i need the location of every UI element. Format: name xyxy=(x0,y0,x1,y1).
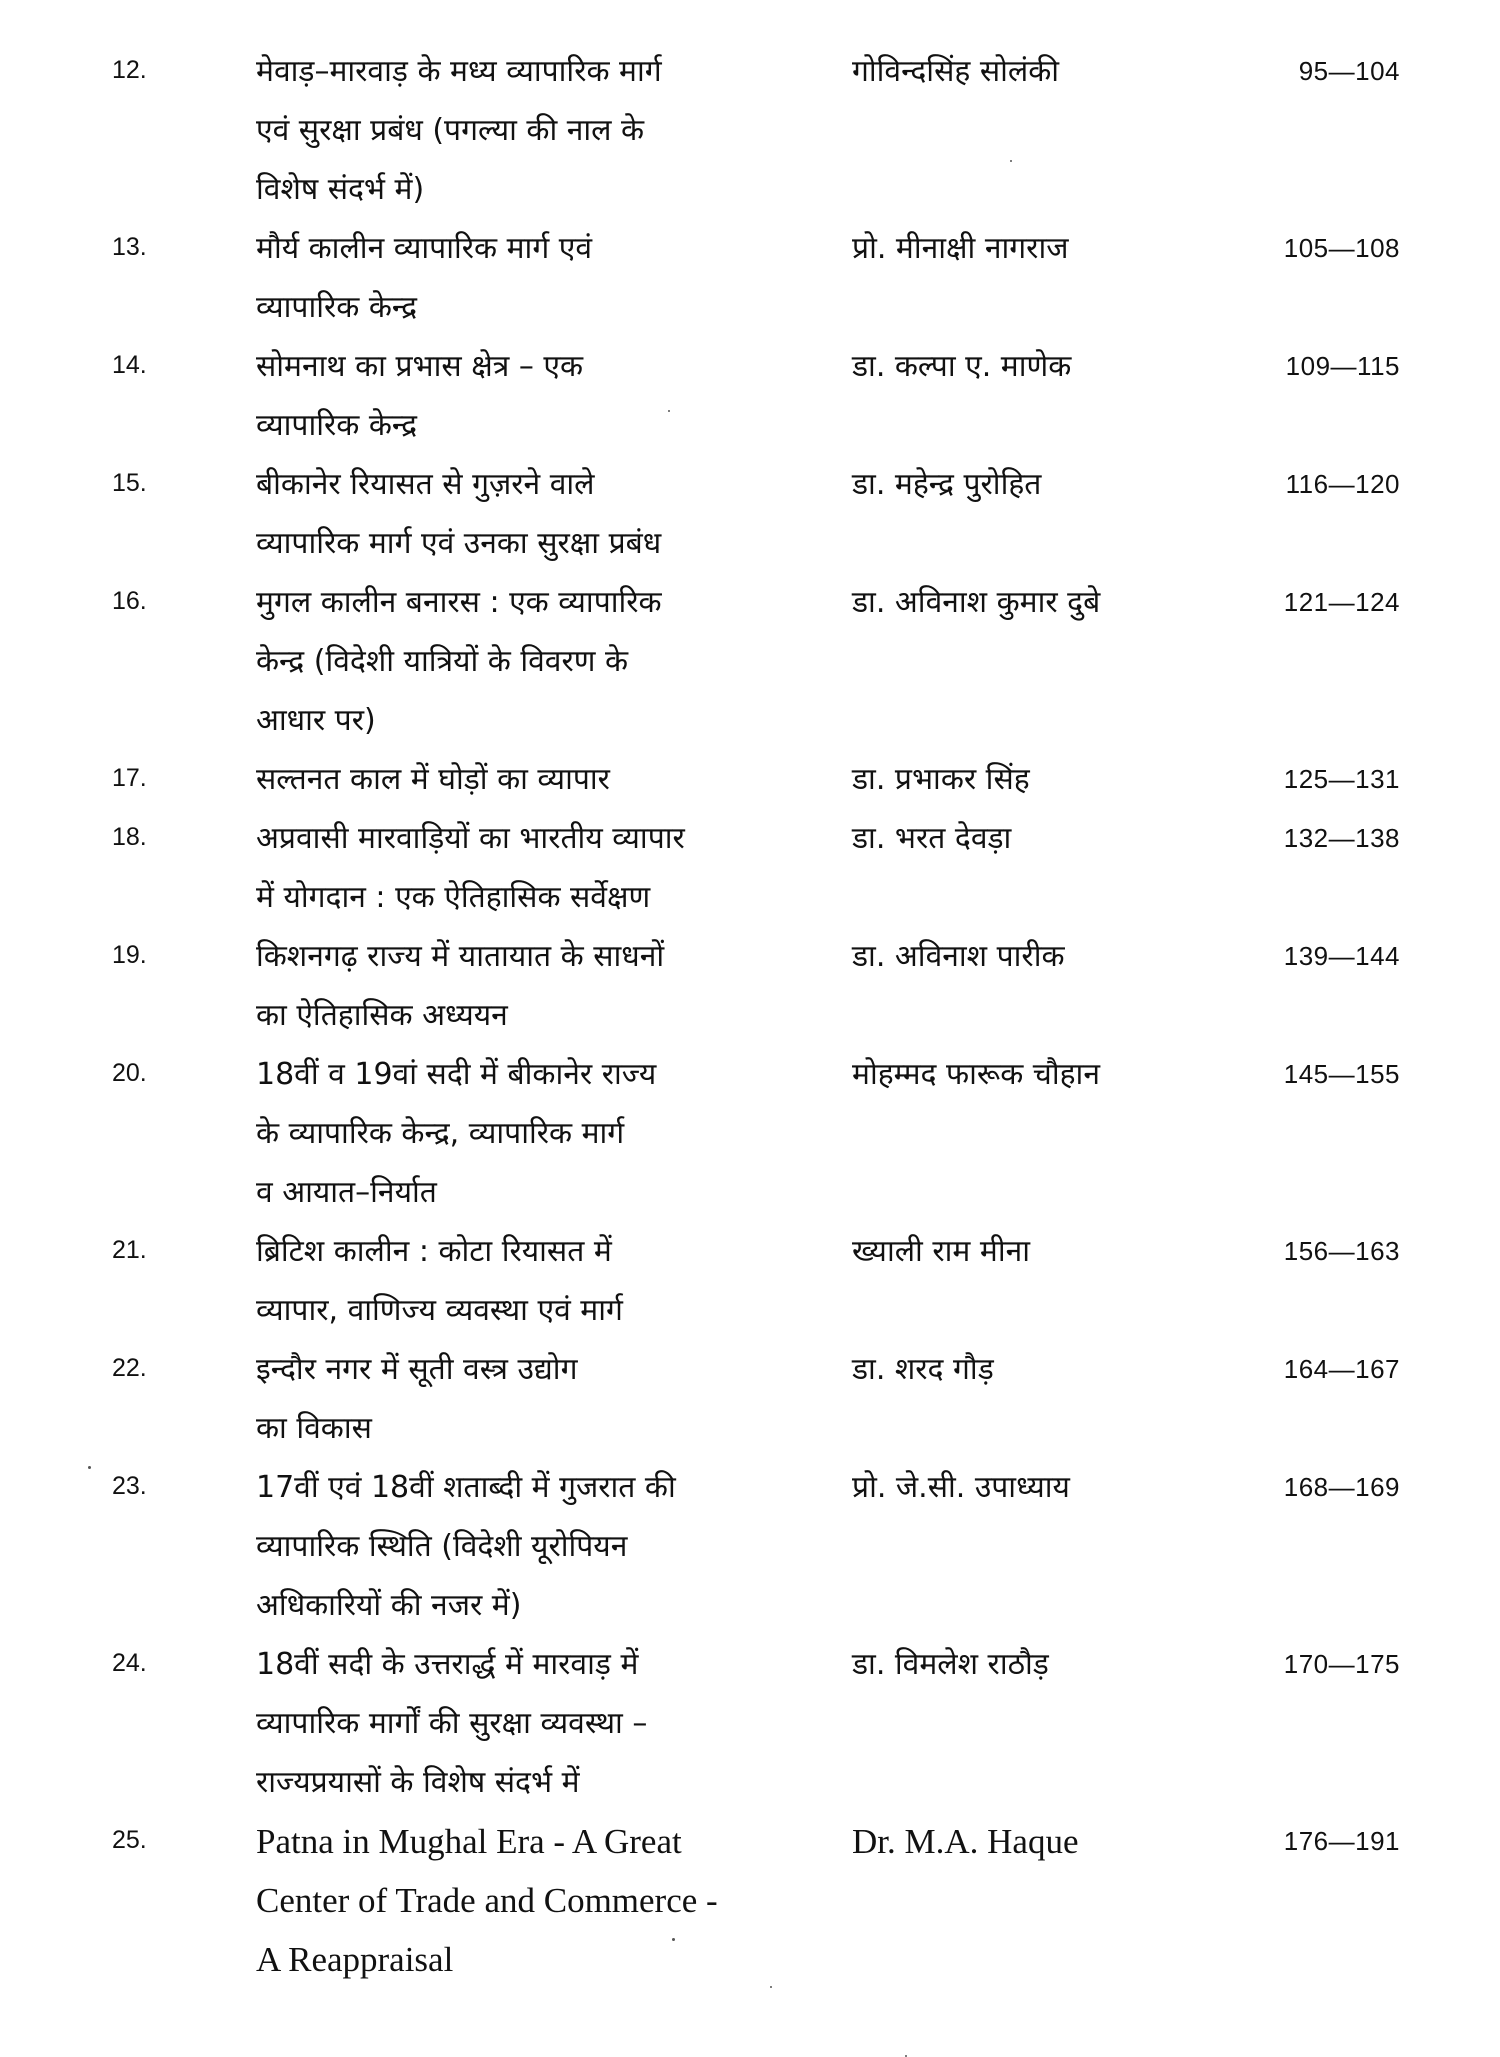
toc-entry xyxy=(0,573,1500,750)
entry-author: डा. महेन्द्र पुरोहित xyxy=(852,467,1042,502)
entry-title-line: आधार पर) xyxy=(256,703,376,738)
scan-speck xyxy=(1010,160,1012,162)
entry-title-line: Patna in Mughal Era - A Great xyxy=(256,1822,682,1861)
entry-title-line: इन्दौर नगर में सूती वस्त्र उद्योग xyxy=(256,1352,578,1387)
entry-pages: 170—175 xyxy=(1283,1649,1400,1679)
toc-entry xyxy=(0,1812,1500,1989)
entry-title-line: Center of Trade and Commerce - xyxy=(256,1881,718,1920)
toc-entry xyxy=(0,337,1500,455)
entry-title-line: सोमनाथ का प्रभास क्षेत्र – एक xyxy=(256,349,583,384)
entry-author: डा. भरत देवड़ा xyxy=(852,821,1012,856)
toc-entry xyxy=(0,1222,1500,1340)
entry-title-line: व्यापारिक मार्गों की सुरक्षा व्यवस्था – xyxy=(256,1706,648,1741)
entry-number: 16. xyxy=(112,587,147,615)
entry-pages: 95—104 xyxy=(1298,56,1400,86)
entry-title-line: व्यापार, वाणिज्य व्यवस्था एवं मार्ग xyxy=(256,1293,623,1328)
entry-pages: 168—169 xyxy=(1283,1472,1400,1502)
entry-number: 12. xyxy=(112,56,147,84)
entry-title-line: में योगदान : एक ऐतिहासिक सर्वेक्षण xyxy=(256,880,651,915)
entry-pages: 145—155 xyxy=(1283,1059,1400,1089)
entry-number: 24. xyxy=(112,1649,147,1677)
entry-title xyxy=(256,455,826,573)
entry-pages: 109—115 xyxy=(1285,351,1400,381)
entry-author: प्रो. जे.सी. उपाध्याय xyxy=(852,1470,1070,1505)
toc-entry xyxy=(0,42,1500,219)
entry-author: डा. कल्पा ए. माणेक xyxy=(852,349,1072,384)
entry-author: डा. अविनाश पारीक xyxy=(852,939,1065,974)
entry-author: डा. प्रभाकर सिंह xyxy=(852,762,1030,797)
entry-number: 18. xyxy=(112,823,147,851)
entry-number: 15. xyxy=(112,469,147,497)
entry-title-line: व्यापारिक केन्द्र xyxy=(256,290,418,325)
entry-title-line: एवं सुरक्षा प्रबंध (पगल्या की नाल के xyxy=(256,113,645,148)
entry-title-line: व्यापारिक मार्ग एवं उनका सुरक्षा प्रबंध xyxy=(256,526,662,561)
entry-pages: 176—191 xyxy=(1283,1826,1400,1856)
scan-speck xyxy=(770,1986,772,1988)
toc-entry xyxy=(0,1635,1500,1812)
scan-speck xyxy=(668,410,670,412)
entry-title xyxy=(256,1222,826,1340)
entry-number: 23. xyxy=(112,1472,147,1500)
entry-title-line: किशनगढ़ राज्य में यातायात के साधनों xyxy=(256,939,665,974)
entry-title xyxy=(256,1812,826,1989)
entry-pages: 125—131 xyxy=(1283,764,1400,794)
entry-title-line: विशेष संदर्भ में) xyxy=(256,172,425,207)
entry-author: डा. विमलेश राठौड़ xyxy=(852,1647,1049,1682)
entry-title-line: व्यापारिक स्थिति (विदेशी यूरोपियन xyxy=(256,1529,628,1564)
entry-author: डा. अविनाश कुमार दुबे xyxy=(852,585,1101,620)
entry-author: मोहम्मद फारूक चौहान xyxy=(852,1057,1100,1092)
entry-title-line: अधिकारियों की नजर में) xyxy=(256,1588,522,1623)
entry-title-line: मुगल कालीन बनारस : एक व्यापारिक xyxy=(256,585,662,620)
toc-entry xyxy=(0,1458,1500,1635)
entry-title xyxy=(256,1340,826,1458)
entry-number: 17. xyxy=(112,764,147,792)
entry-title-line: बीकानेर रियासत से गुज़रने वाले xyxy=(256,467,595,502)
toc-entry xyxy=(0,1340,1500,1458)
toc-entry xyxy=(0,1045,1500,1222)
entry-pages: 121—124 xyxy=(1283,587,1400,617)
entry-pages: 139—144 xyxy=(1283,941,1400,971)
entry-author: Dr. M.A. Haque xyxy=(852,1822,1079,1861)
entry-title xyxy=(256,809,826,927)
entry-number: 19. xyxy=(112,941,147,969)
entry-pages: 116—120 xyxy=(1285,469,1400,499)
scan-speck xyxy=(88,1466,91,1469)
entry-pages: 156—163 xyxy=(1283,1236,1400,1266)
toc-entry xyxy=(0,219,1500,337)
entry-title-line: ब्रिटिश कालीन : कोटा रियासत में xyxy=(256,1234,612,1269)
scan-speck xyxy=(672,1938,675,1941)
entry-pages: 105—108 xyxy=(1283,233,1400,263)
entry-number: 25. xyxy=(112,1826,147,1854)
entry-author: ख्याली राम मीना xyxy=(852,1234,1031,1269)
entry-author: गोविन्दसिंह सोलंकी xyxy=(852,54,1060,89)
entry-title-line: का विकास xyxy=(256,1411,372,1446)
entry-pages: 164—167 xyxy=(1283,1354,1400,1384)
entry-number: 14. xyxy=(112,351,147,379)
entry-author: डा. शरद गौड़ xyxy=(852,1352,994,1387)
entry-title-line: व आयात–निर्यात xyxy=(256,1175,437,1210)
entry-title-line: 18वीं सदी के उत्तरार्द्ध में मारवाड़ में xyxy=(256,1647,639,1682)
entry-title xyxy=(256,337,826,455)
entry-title xyxy=(256,1635,826,1812)
toc-entry xyxy=(0,750,1500,809)
entry-title xyxy=(256,1045,826,1222)
entry-pages: 132—138 xyxy=(1283,823,1400,853)
toc-entry xyxy=(0,455,1500,573)
entry-title-line: राज्यप्रयासों के विशेष संदर्भ में xyxy=(256,1765,580,1800)
entry-number: 20. xyxy=(112,1059,147,1087)
entry-author: प्रो. मीनाक्षी नागराज xyxy=(852,231,1069,266)
entry-title-line: के व्यापारिक केन्द्र, व्यापारिक मार्ग xyxy=(256,1116,625,1151)
entry-title-line: सल्तनत काल में घोड़ों का व्यापार xyxy=(256,762,610,797)
entry-title xyxy=(256,1458,826,1635)
entry-title-line: मौर्य कालीन व्यापारिक मार्ग एवं xyxy=(256,231,593,266)
entry-number: 21. xyxy=(112,1236,147,1264)
toc-entry xyxy=(0,809,1500,927)
entry-number: 22. xyxy=(112,1354,147,1382)
entry-title-line: केन्द्र (विदेशी यात्रियों के विवरण के xyxy=(256,644,629,679)
entry-title-line: A Reappraisal xyxy=(256,1940,454,1979)
toc-entry xyxy=(0,927,1500,1045)
entry-number: 13. xyxy=(112,233,147,261)
entry-title xyxy=(256,219,826,337)
entry-title-line: का ऐतिहासिक अध्ययन xyxy=(256,998,508,1033)
entry-title xyxy=(256,573,826,750)
table-of-contents xyxy=(0,42,1500,1989)
entry-title-line: अप्रवासी मारवाड़ियों का भारतीय व्यापार xyxy=(256,821,685,856)
entry-title-line: 18वीं व 19वां सदी में बीकानेर राज्य xyxy=(256,1057,657,1092)
entry-title-line: व्यापारिक केन्द्र xyxy=(256,408,418,443)
entry-title xyxy=(256,927,826,1045)
entry-title-line: 17वीं एवं 18वीं शताब्दी में गुजरात की xyxy=(256,1470,676,1505)
entry-title xyxy=(256,750,826,809)
entry-title-line: मेवाड़–मारवाड़ के मध्य व्यापारिक मार्ग xyxy=(256,54,662,89)
entry-title xyxy=(256,42,826,219)
